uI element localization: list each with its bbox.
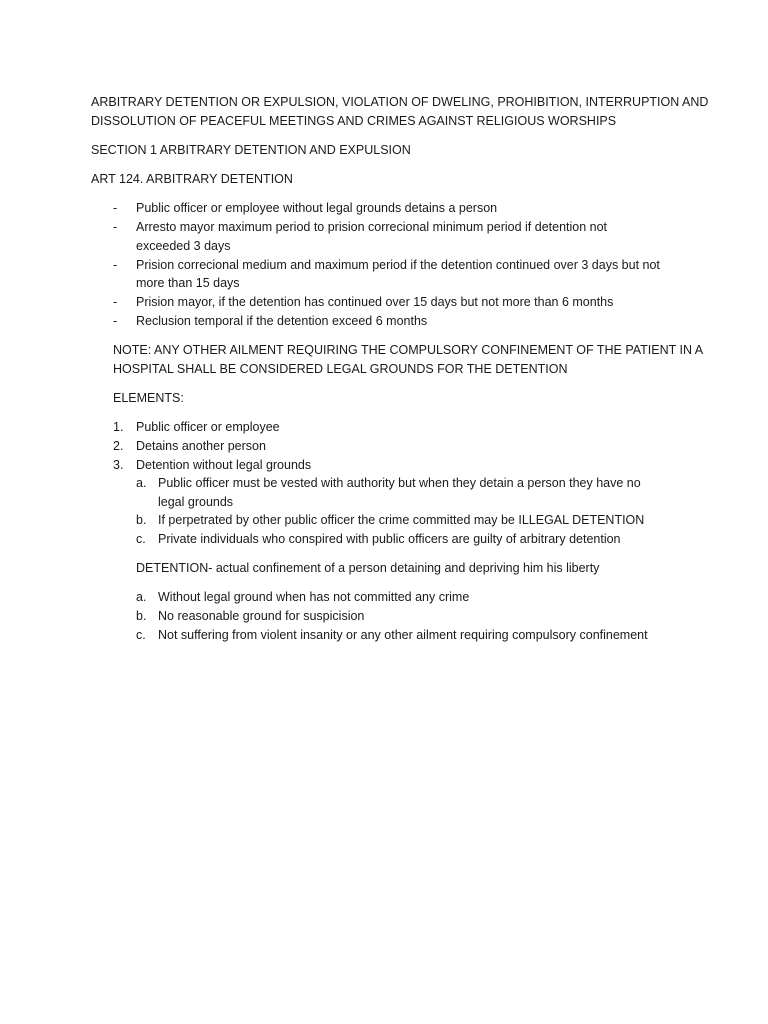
detention-definition: DETENTION- actual confinement of a person detaining and depriving him his liberty	[136, 561, 600, 575]
bullet-text: Prision mayor, if the detention has continued over 15 days but not more than 6 months	[136, 295, 614, 309]
detention-item-letter: a.	[136, 590, 147, 604]
bullet-text: Prision correcional medium and maximum period if the detention continued over 3 days but not	[136, 258, 660, 272]
bullet-marker: -	[113, 220, 118, 234]
sub-element-text: If perpetrated by other public officer the crime committed may be ILLEGAL DETENTION	[158, 513, 645, 527]
bullet-marker: -	[113, 314, 118, 328]
elements-heading: ELEMENTS:	[113, 391, 184, 405]
sub-element-letter: c.	[136, 532, 146, 546]
detention-item-letter: c.	[136, 628, 146, 642]
element-number: 3.	[113, 458, 124, 472]
section-heading: SECTION 1 ARBITRARY DETENTION AND EXPULSION	[91, 143, 411, 157]
bullet-marker: -	[113, 201, 118, 215]
detention-item-letter: b.	[136, 609, 147, 623]
bullet-text-continued: exceeded 3 days	[136, 239, 231, 253]
bullet-text-continued: more than 15 days	[136, 276, 240, 290]
bullet-marker: -	[113, 295, 118, 309]
detention-item-text: No reasonable ground for suspicision	[158, 609, 365, 623]
detention-item-text: Without legal ground when has not committed any crime	[158, 590, 470, 604]
title-line-1: ARBITRARY DETENTION OR EXPULSION, VIOLATION OF DWELING, PROHIBITION, INTERRUPTION AND	[91, 95, 709, 109]
element-number: 2.	[113, 439, 124, 453]
bullet-marker: -	[113, 258, 118, 272]
sub-element-letter: b.	[136, 513, 147, 527]
element-text: Detention without legal grounds	[136, 458, 312, 472]
sub-element-text-continued: legal grounds	[158, 495, 234, 509]
bullet-text: Public officer or employee without legal grounds detains a person	[136, 201, 498, 215]
sub-element-text: Private individuals who conspired with public officers are guilty of arbitrary detention	[158, 532, 621, 546]
element-number: 1.	[113, 420, 124, 434]
title-line-2: DISSOLUTION OF PEACEFUL MEETINGS AND CRIMES AGAINST RELIGIOUS WORSHIPS	[91, 114, 617, 128]
note-line-2: HOSPITAL SHALL BE CONSIDERED LEGAL GROUNDS FOR THE DETENTION	[113, 362, 568, 376]
bullet-text: Arresto mayor maximum period to prision correcional minimum period if detention not	[136, 220, 608, 234]
sub-element-text: Public officer must be vested with authority but when they detain a person they have no	[158, 476, 641, 490]
article-heading: ART 124. ARBITRARY DETENTION	[91, 172, 293, 186]
detention-item-text: Not suffering from violent insanity or any other ailment requiring compulsory confinement	[158, 628, 648, 642]
sub-element-letter: a.	[136, 476, 147, 490]
element-text: Public officer or employee	[136, 420, 280, 434]
note-line-1: NOTE: ANY OTHER AILMENT REQUIRING THE COMPULSORY CONFINEMENT OF THE PATIENT IN A	[113, 343, 704, 357]
element-text: Detains another person	[136, 439, 266, 453]
bullet-text: Reclusion temporal if the detention exceed 6 months	[136, 314, 428, 328]
